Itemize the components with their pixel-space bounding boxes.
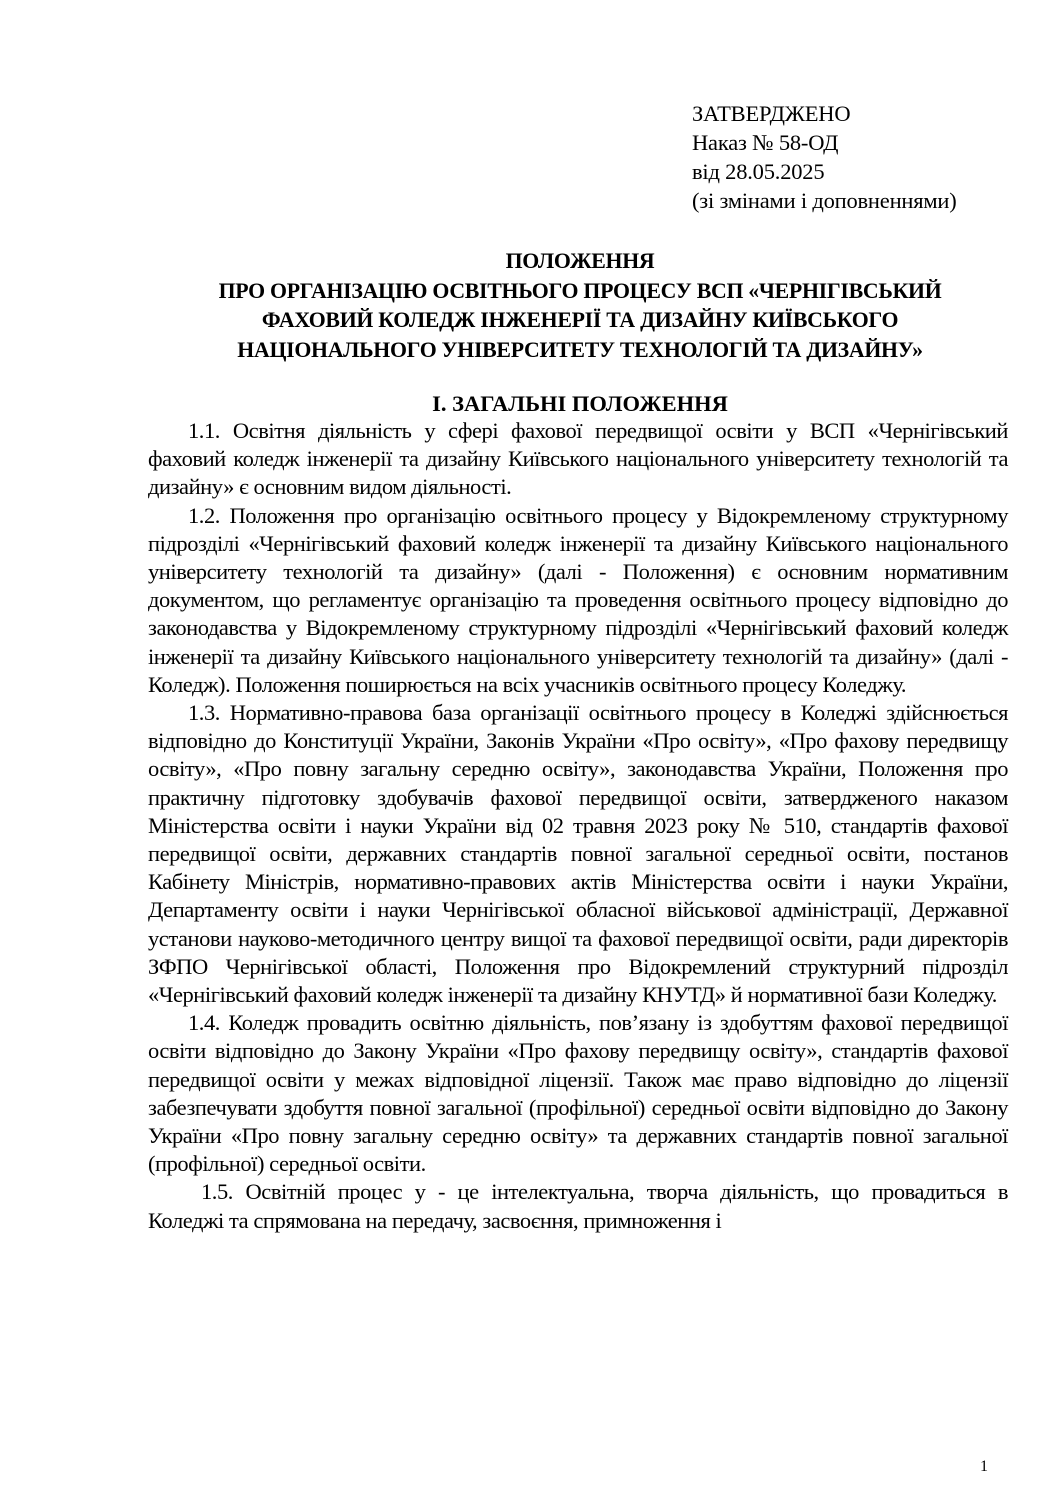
page-number: 1 bbox=[980, 1458, 988, 1475]
title-line: ПОЛОЖЕННЯ bbox=[505, 248, 655, 273]
paragraph-1-4: 1.4. Коледж провадить освітню діяльність, пов’язану із здобуттям фахової передвищої освіти відповідно до Закону України «Про фахову передвищу освіту», стандартів фахової передвищої освіти у межах відповідної ліцензії. Також має право відповідно до ліцензії забезпечувати здобуття повної загальної (профільної) середньої освіти відповідно до Закону України «Про повну загальну середню освіту» та державних стандартів повної загальної (профільної) середньої освіти. bbox=[148, 1010, 1008, 1177]
order-number: Наказ № 58-ОД bbox=[692, 130, 839, 155]
order-date: від 28.05.2025 bbox=[692, 159, 825, 184]
section-heading: І. ЗАГАЛЬНІ ПОЛОЖЕННЯ bbox=[432, 391, 728, 416]
title-line: ПРО ОРГАНІЗАЦІЮ ОСВІТНЬОГО ПРОЦЕСУ ВСП «ЧЕРНІГІВСЬКИЙ bbox=[218, 277, 942, 303]
title-line: ФАХОВИЙ КОЛЕДЖ ІНЖЕНЕРІЇ ТА ДИЗАЙНУ КИЇВСЬКОГО bbox=[261, 307, 899, 332]
paragraph-1-5: 1.5. Освітній процес у - це інтелектуальна, творча діяльність, що провадиться в Коледжі та спрямована на передачу, засвоєння, примноження і bbox=[148, 1179, 1008, 1233]
paragraph-1-3: 1.3. Нормативно-правова база організації освітнього процесу в Коледжі здійснюється відповідно до Конституції України, Законів України «Про освіту», «Про фахову передвищу освіту», «Про повну загальну середню освіту», законодавства України, Положення про практичну підготовку здобувачів фахової передвищої освіти, затвердженого наказом Міністерства освіти і науки України від 02 травня 2023 року № 510, стандартів фахової передвищої освіти, державних стандартів повної загальної середньої освіти, постанов Кабінету Міністрів, нормативно-правових актів Міністерства освіти і науки України, Департаменту освіти і науки Чернігівської обласної військової адміністрації, Державної установи науково-методичного центру вищої та фахової передвищої освіти, ради директорів ЗФПО Чернігівської області, Положення про Відокремлений структурний підрозділ «Чернігівський фаховий коледж інженерії та дизайну КНУТД» й нормативної бази Коледжу. bbox=[148, 700, 1008, 1008]
title-line: НАЦІОНАЛЬНОГО УНІВЕРСИТЕТУ ТЕХНОЛОГІЙ ТА ДИЗАЙНУ» bbox=[237, 336, 923, 362]
approval-label: ЗАТВЕРДЖЕНО bbox=[692, 101, 851, 126]
document-title bbox=[153, 246, 1007, 364]
section-body bbox=[148, 417, 1008, 1235]
approval-stamp bbox=[692, 99, 957, 215]
paragraph-1-2: 1.2. Положення про організацію освітнього процесу у Відокремленому структурному підрозділі «Чернігівський фаховий коледж інженерії та дизайну Київського національного університету технологій та дизайну» (далі - Положення) є основним нормативним документом, що регламентує організацію та проведення освітнього процесу відповідно до законодавства у Відокремленому структурному підрозділі «Чернігівський фаховий коледж інженерії та дизайну Київського національного університету технологій та дизайну» (далі - Коледж). Положення поширюється на всіх учасників освітнього процесу Коледжу. bbox=[148, 502, 1008, 697]
paragraph-1-1: 1.1. Освітня діяльність у сфері фахової передвищої освіти у ВСП «Чернігівський фаховий коледж інженерії та дизайну Київського національного університету технологій та дизайну» є основним видом діяльності. bbox=[148, 418, 1008, 500]
amendments-note: (зі змінами і доповненнями) bbox=[692, 188, 957, 213]
